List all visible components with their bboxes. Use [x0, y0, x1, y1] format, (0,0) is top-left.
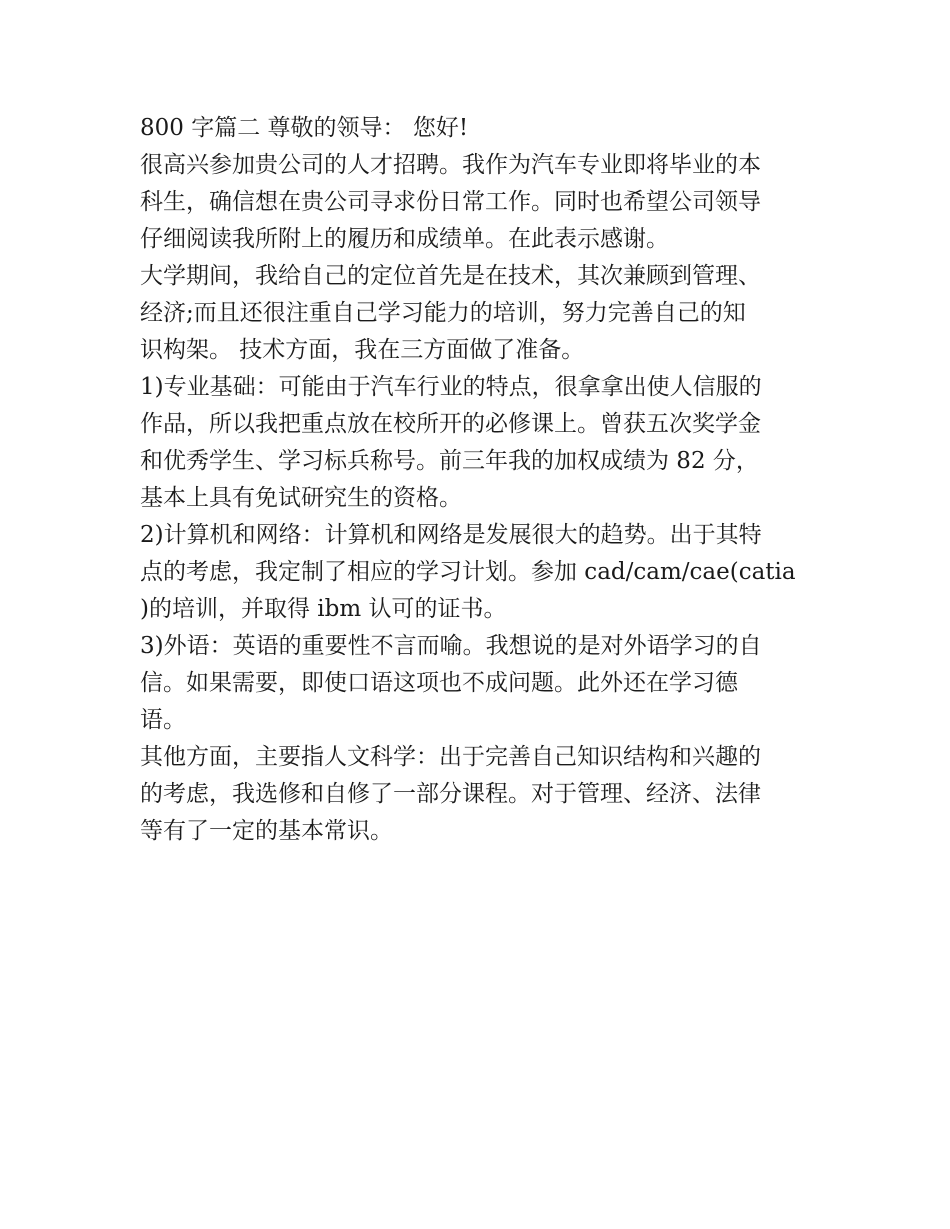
paragraph-foreign-language: [140, 628, 820, 739]
text-line: 的考虑，我选修和自修了一部分课程。对于管理、经济、法律: [140, 781, 761, 807]
text-line: 2)计算机和网络：计算机和网络是发展很大的趋势。出于其特: [140, 522, 762, 548]
text-line: 经济;而且还很注重自己学习能力的培训，努力完善自己的知: [140, 300, 746, 326]
text-line: 作品，所以我把重点放在校所开的必修课上。曾获五次奖学金: [140, 411, 761, 437]
text-line: 仔细阅读我所附上的履历和成绩单。在此表示感谢。: [140, 226, 669, 252]
text-line: 信。如果需要，即使口语这项也不成问题。此外还在学习德: [140, 670, 738, 696]
text-line: 3)外语：英语的重要性不言而喻。我想说的是对外语学习的自: [140, 633, 762, 659]
paragraph-computer-network: [140, 517, 820, 628]
paragraph-other-aspects: [140, 739, 820, 850]
text-line: 大学期间，我给自己的定位首先是在技术，其次兼顾到管理、: [140, 263, 761, 289]
text-line: 很高兴参加贵公司的人才招聘。我作为汽车专业即将毕业的本: [140, 152, 761, 178]
text-line: 语。: [140, 707, 186, 733]
paragraph-university: [140, 258, 820, 369]
paragraph-professional-basics: [140, 369, 820, 517]
text-line: 其他方面，主要指人文科学：出于完善自己知识结构和兴趣的: [140, 744, 761, 770]
text-line: 1)专业基础：可能由于汽车行业的特点，很拿拿出使人信服的: [140, 374, 762, 400]
paragraph-greeting: [140, 110, 820, 147]
text-line: )的培训，并取得 ibm 认可的证书。: [140, 596, 507, 622]
text-line: 点的考虑，我定制了相应的学习计划。参加 cad/cam/cae(catia: [140, 559, 796, 585]
paragraph-intro: [140, 147, 820, 258]
text-line: 和优秀学生、学习标兵称号。前三年我的加权成绩为 82 分，: [140, 448, 759, 474]
text-line: 基本上具有免试研究生的资格。: [140, 485, 462, 511]
text-line: 等有了一定的基本常识。: [140, 818, 393, 844]
text-line: 800 字篇二 尊敬的领导： 您好!: [140, 115, 469, 141]
text-line: 科生，确信想在贵公司寻求份日常工作。同时也希望公司领导: [140, 189, 761, 215]
text-line: 识构架。 技术方面，我在三方面做了准备。: [140, 337, 585, 363]
document-body: [140, 110, 820, 850]
